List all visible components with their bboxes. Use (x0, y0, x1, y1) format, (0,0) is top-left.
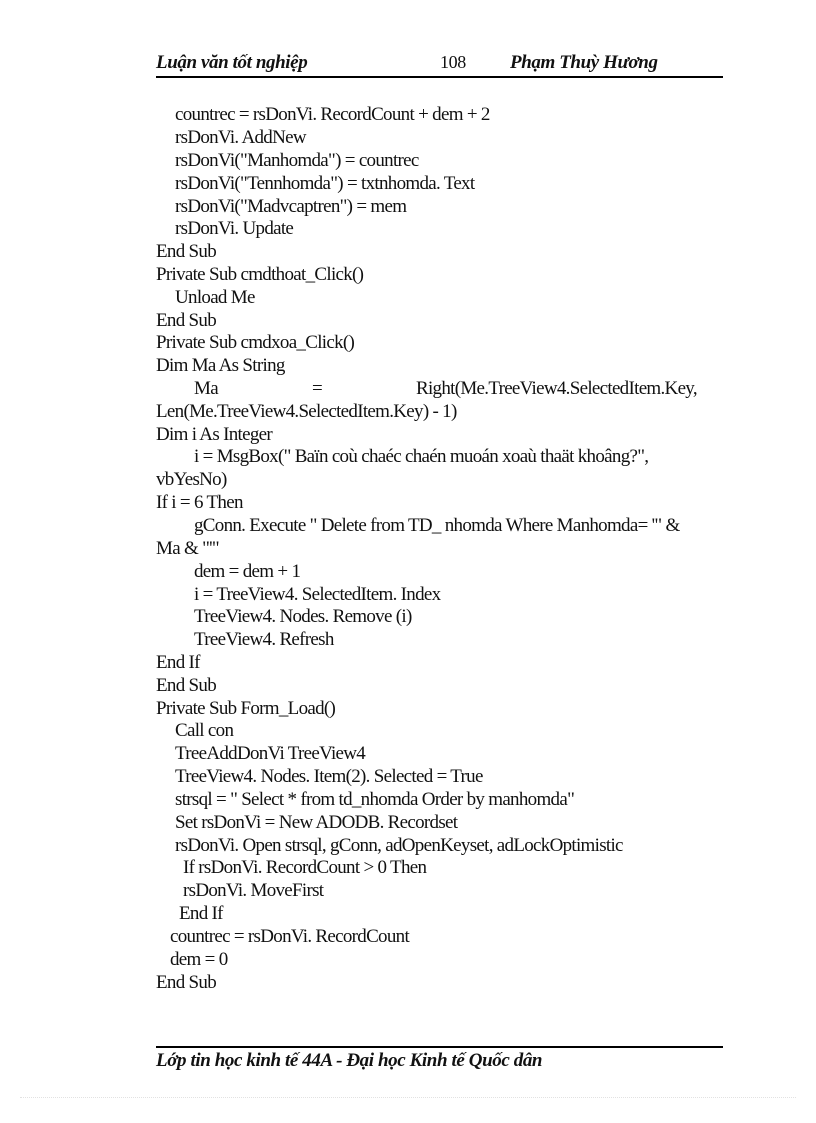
code-line: End Sub (156, 675, 217, 696)
code-line: rsDonVi("Madvcaptren") = mem (175, 196, 407, 217)
code-line: rsDonVi. Update (175, 218, 294, 239)
footer-rule (156, 1046, 723, 1048)
code-line: gConn. Execute " Delete from TD_ nhomda Where Manhomda= '" & (194, 515, 680, 536)
code-line: End Sub (156, 241, 217, 262)
page-edge (20, 1097, 796, 1098)
code-line: Len(Me.TreeView4.SelectedItem.Key) - 1) (156, 401, 457, 422)
header-thesis-title: Luận văn tốt nghiệp (156, 52, 308, 73)
code-line: If i = 6 Then (156, 492, 243, 513)
code-line: TreeView4. Nodes. Item(2). Selected = True (175, 766, 483, 787)
code-line: Unload Me (175, 287, 255, 308)
code-line: Right(Me.TreeView4.SelectedItem.Key, (416, 378, 697, 399)
code-line: dem = 0 (170, 949, 228, 970)
code-line: rsDonVi("Manhomda") = countrec (175, 150, 419, 171)
code-line: rsDonVi. AddNew (175, 127, 306, 148)
code-line: Dim Ma As String (156, 355, 285, 376)
code-line: i = TreeView4. SelectedItem. Index (194, 584, 441, 605)
code-line: Private Sub Form_Load() (156, 698, 336, 719)
code-line: If rsDonVi. RecordCount > 0 Then (183, 857, 427, 878)
header-page-number: 108 (440, 52, 466, 72)
header-author: Phạm Thuỳ Hương (510, 52, 658, 73)
code-line: End If (156, 652, 200, 673)
code-line: countrec = rsDonVi. RecordCount (170, 926, 410, 947)
code-line: i = MsgBox(" Baïn coù chaéc chaén muoán xoaù thaät khoâng?", (194, 446, 649, 467)
code-line: Private Sub cmdxoa_Click() (156, 332, 355, 353)
code-line: strsql = " Select * from td_nhomda Order by manhomda" (175, 789, 575, 810)
code-line: rsDonVi. Open strsql, gConn, adOpenKeyset, adLockOptimistic (175, 835, 623, 856)
code-line: dem = dem + 1 (194, 561, 301, 582)
code-line: TreeAddDonVi TreeView4 (175, 743, 366, 764)
code-line: rsDonVi. MoveFirst (183, 880, 324, 901)
page-footer: Lớp tin học kinh tế 44A - Đại học Kinh tế Quốc dân (156, 1050, 543, 1071)
code-line: Call con (175, 720, 234, 741)
code-line: Ma (194, 378, 218, 399)
code-line: End Sub (156, 310, 217, 331)
code-line: vbYesNo) (156, 469, 227, 490)
code-line: = (312, 378, 323, 399)
code-line: Set rsDonVi = New ADODB. Recordset (175, 812, 458, 833)
code-line: Private Sub cmdthoat_Click() (156, 264, 364, 285)
code-line: End If (179, 903, 223, 924)
code-line: TreeView4. Nodes. Remove (i) (194, 606, 412, 627)
code-line: countrec = rsDonVi. RecordCount + dem + 2 (175, 104, 490, 125)
code-line: Dim i As Integer (156, 424, 272, 445)
code-line: End Sub (156, 972, 217, 993)
code-line: TreeView4. Refresh (194, 629, 334, 650)
code-line: Ma & "'" (156, 538, 219, 559)
code-line: rsDonVi("Tennhomda") = txtnhomda. Text (175, 173, 475, 194)
